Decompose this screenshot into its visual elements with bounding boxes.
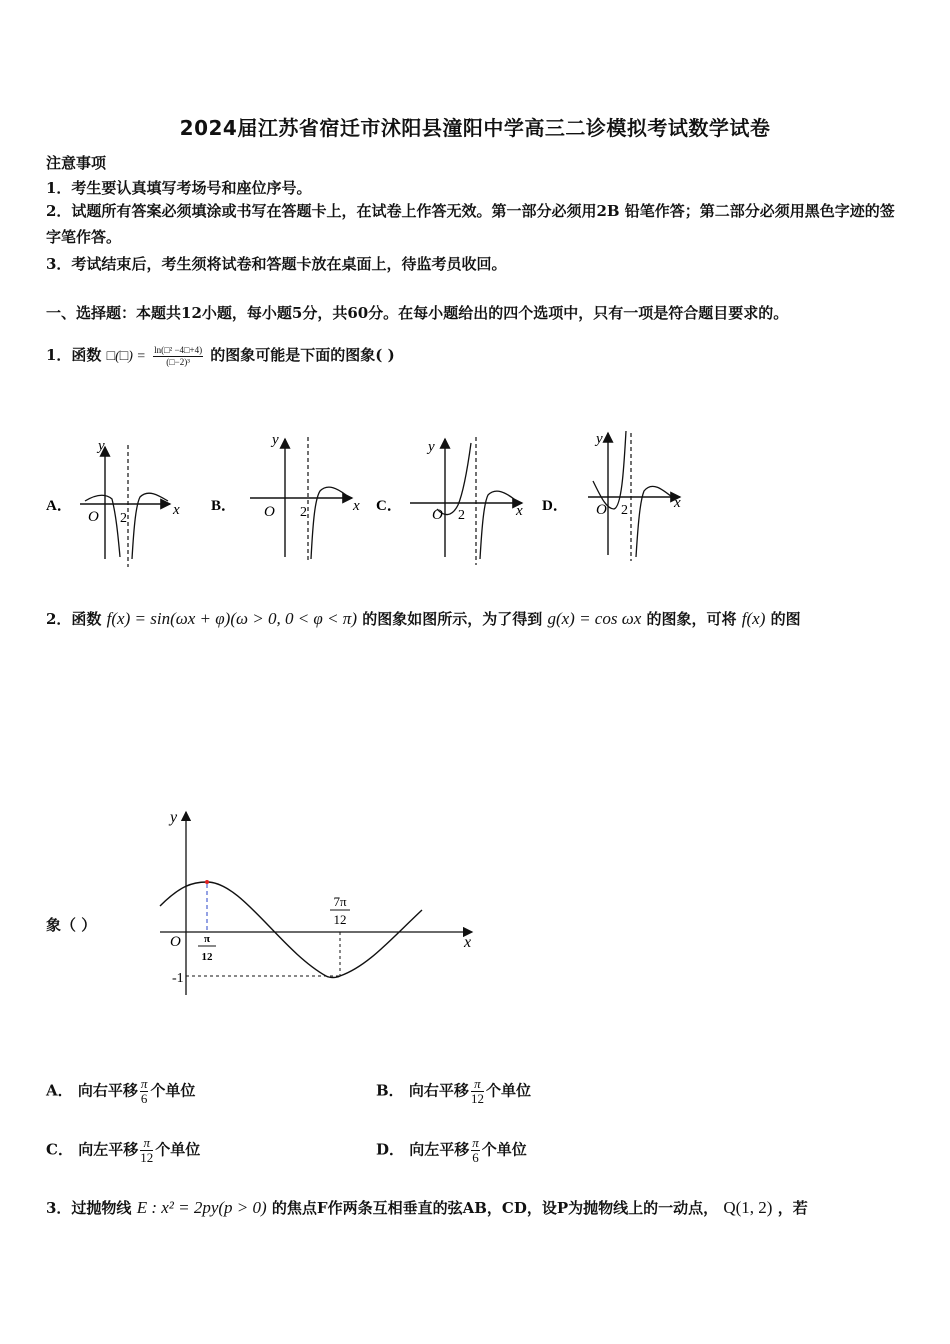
question-2 — [46, 608, 801, 629]
q2-option-c-text2: 个单位 — [155, 1140, 201, 1159]
section-heading: 一、选择题：本题共12小题，每小题5分，共60分。在每小题给出的四个选项中，只有一项是符合题目要求的。 — [46, 304, 789, 322]
q1-option-a-label: A． — [46, 498, 72, 514]
q2-option-a-num: π — [140, 1076, 148, 1091]
q2-formula-f: f(x) = sin(ωx + φ)(ω > 0, 0 < φ < π) — [106, 609, 357, 628]
q1-b-two: 2 — [300, 505, 307, 520]
q1-option-c-label: C． — [376, 498, 402, 514]
q1-option-graphs — [40, 425, 700, 575]
q2-sine-graph — [150, 800, 490, 1000]
q1-d-x-label: x — [674, 495, 681, 511]
q2-option-d-den: 6 — [472, 1150, 479, 1165]
q2-option-b[interactable] — [376, 1077, 531, 1106]
q2-x-label: x — [464, 934, 472, 951]
q1-a-origin: O — [88, 509, 99, 525]
q2-option-a-den: 6 — [140, 1091, 148, 1106]
q1-a-x-label: x — [173, 502, 180, 518]
q1-c-two: 2 — [458, 508, 465, 523]
q3-prefix: 3．过抛物线 — [46, 1199, 132, 1217]
q1-b-y-label: y — [272, 432, 279, 448]
q1-d-two: 2 — [621, 503, 628, 518]
question-1 — [46, 344, 395, 368]
q1-a-two: 2 — [120, 511, 127, 526]
q2-option-b-num: π — [471, 1077, 484, 1092]
q2-option-a[interactable] — [46, 1077, 195, 1106]
q3-formula-e: E : x² = 2py(p > 0) — [136, 1198, 267, 1217]
q2-formula-f2: f(x) — [741, 609, 766, 628]
q2-peak-den: 12 — [201, 951, 213, 963]
q1-b-origin: O — [264, 504, 275, 520]
q2-y-label: y — [170, 809, 178, 826]
q1-c-origin: O — [432, 507, 443, 523]
page-title: 2024届江苏省宿迁市沭阳县潼阳中学高三二诊模拟考试数学试卷 — [179, 116, 771, 140]
q2-formula-g: g(x) = cos ωx — [547, 609, 642, 628]
q3-mid: 的焦点F作两条互相垂直的弦AB，CD，设P为抛物线上的一动点， — [271, 1199, 719, 1217]
q2-origin: O — [170, 934, 181, 950]
q2-tail2: 象（ ） — [46, 916, 97, 934]
q3-formula-q: Q(1, 2) — [723, 1198, 773, 1217]
q2-option-b-den: 12 — [470, 1091, 484, 1106]
notice-item-3: 3．考试结束后，考生须将试卷和答题卡放在桌面上，待监考员收回。 — [46, 255, 507, 273]
q1-formula-lhs: □(□) = — [106, 349, 146, 364]
q2-option-c-den: 12 — [140, 1150, 154, 1165]
q2-option-d[interactable] — [376, 1136, 527, 1165]
q2-option-d-frac — [471, 1136, 480, 1165]
q2-option-c-text1: 向左平移 — [78, 1140, 139, 1159]
q2-option-b-text1: 向右平移 — [408, 1081, 469, 1100]
q2-option-a-label: A． — [46, 1081, 73, 1100]
q2-option-d-text2: 个单位 — [481, 1140, 527, 1159]
q2-neg-one: -1 — [172, 971, 184, 986]
q3-tail: ，若 — [777, 1199, 808, 1217]
q2-option-a-text2: 个单位 — [150, 1081, 196, 1100]
q2-mid: 的图象如图所示，为了得到 — [362, 610, 543, 628]
notice-item-1: 1．考生要认真填写考场号和座位序号。 — [46, 179, 312, 197]
q1-prefix: 1．函数 — [46, 346, 102, 364]
q1-option-d-label: D． — [542, 498, 568, 514]
notice-heading: 注意事项 — [46, 154, 107, 172]
q2-option-b-frac — [471, 1077, 484, 1106]
q1-option-b[interactable] — [211, 432, 360, 561]
q2-option-d-text1: 向左平移 — [409, 1140, 470, 1159]
q2-peak-num: π — [203, 933, 211, 945]
q1-b-x-label: x — [353, 498, 360, 514]
q1-formula-num: ln(□² −4□+4) — [154, 344, 203, 355]
q2-trough-num: 7π — [333, 894, 347, 909]
q1-formula-den: (□−2)³ — [166, 356, 190, 367]
q1-option-c[interactable] — [376, 437, 523, 565]
q2-option-c[interactable] — [46, 1136, 200, 1165]
q1-formula-frac — [153, 345, 203, 368]
q1-d-origin: O — [596, 502, 607, 518]
q2-prefix: 2．函数 — [46, 610, 102, 628]
q2-option-c-label: C． — [46, 1140, 73, 1159]
q2-option-a-frac — [140, 1077, 149, 1106]
question-3 — [46, 1197, 808, 1218]
q1-option-d[interactable] — [542, 431, 681, 561]
q2-option-c-num: π — [140, 1136, 153, 1151]
q2-peak-marker — [205, 880, 209, 884]
q1-d-y-label: y — [596, 431, 603, 447]
q1-c-x-label: x — [516, 503, 523, 519]
notice-item-2: 2．试题所有答案必须填涂或书写在答题卡上，在试卷上作答无效。第一部分必须用2B 铅笔作答；第二部分必须用黑色字迹的签字笔作答。 — [46, 202, 895, 246]
q2-option-a-text1: 向右平移 — [77, 1081, 138, 1100]
q2-mid2: 的图象，可将 — [646, 610, 737, 628]
q2-trough-den: 12 — [333, 912, 347, 927]
q1-option-a[interactable] — [46, 438, 180, 567]
q1-suffix: 的图象可能是下面的图象( ) — [210, 346, 395, 364]
q2-option-d-num: π — [472, 1135, 479, 1150]
q1-c-y-label: y — [428, 439, 435, 455]
q1-a-y-label: y — [98, 438, 105, 454]
q2-sine-curve — [160, 882, 422, 978]
q2-tail: 的图 — [770, 610, 801, 628]
q2-option-b-label: B． — [376, 1081, 404, 1100]
q2-option-c-frac — [140, 1136, 153, 1165]
q2-option-b-text2: 个单位 — [485, 1081, 531, 1100]
q2-option-d-label: D． — [376, 1140, 405, 1159]
q1-option-b-label: B． — [211, 498, 237, 514]
